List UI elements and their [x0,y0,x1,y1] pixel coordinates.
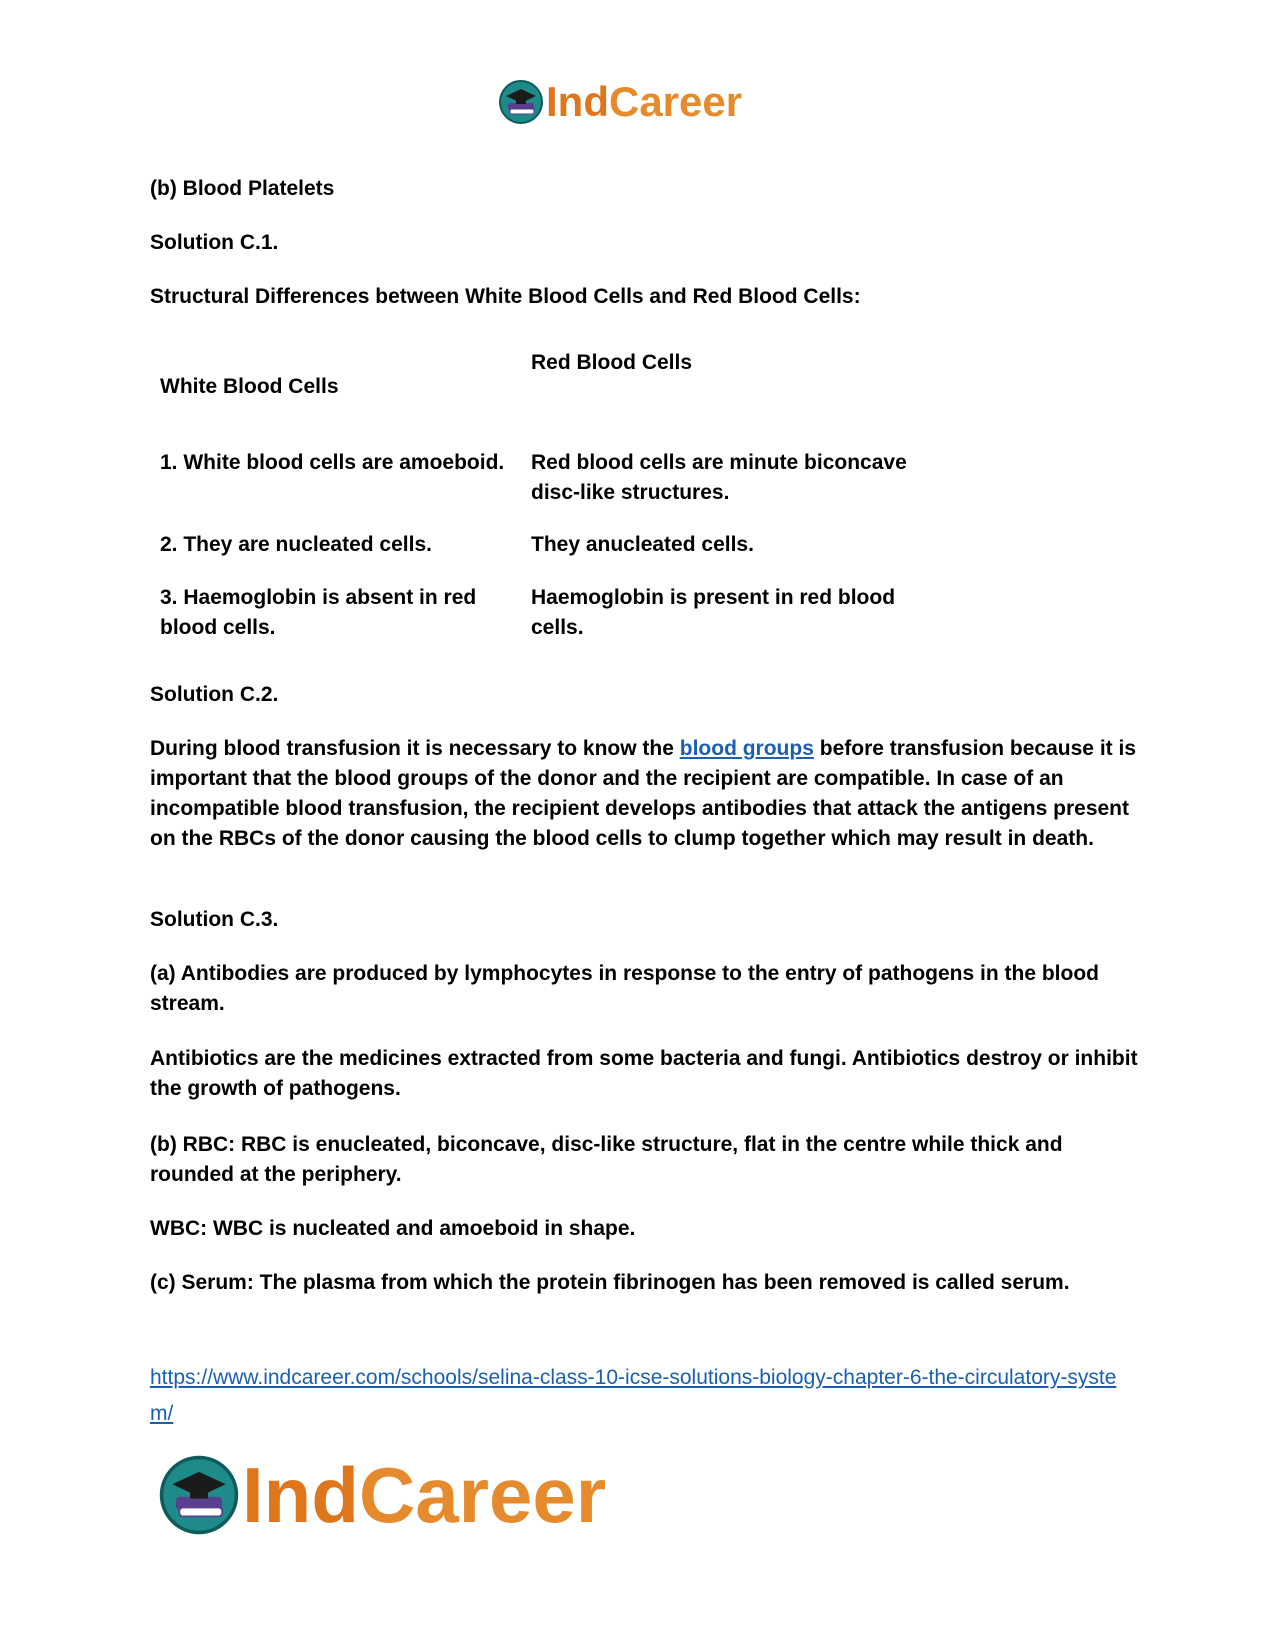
c2-text-after: before transfusion because it is important that the blood groups of the donor and the recipient are compatible. In case of an incompatible blood transfusion, the recipient develops antibodies that attack the antigens present on the RBCs of the donor causing the blood cells to clump together which may result in death. [150,737,1136,850]
graduation-cap-book-icon [158,1454,240,1536]
c3-b-paragraph: (b) RBC: RBC is enucleated, biconcave, disc-like structure, flat in the centre while thick and rounded at the periphery. [150,1133,1063,1186]
c2-text-before: During blood transfusion it is necessary to know the [150,737,680,760]
table-cell: 2. They are nucleated cells. [160,533,432,556]
c3-a-paragraph: (a) Antibodies are produced by lymphocytes in response to the entry of pathogens in the blood stream. [150,962,1099,1015]
c2-paragraph [150,734,1140,854]
footer-logo [158,1450,606,1540]
table-header-rbc: Red Blood Cells [531,351,693,374]
table-cell: 1. White blood cells are amoeboid. [160,451,505,474]
heading-blood-platelets: (b) Blood Platelets [150,177,335,200]
source-url-link[interactable]: https://www.indcareer.com/schools/selina-class-10-icse-solutions-biology-chapter-6-the-circulatory-system/ [150,1366,1117,1425]
c3-c-paragraph: (c) Serum: The plasma from which the protein fibrinogen has been removed is called serum. [150,1271,1070,1294]
solution-c2-heading: Solution C.2. [150,683,279,706]
logo-text-career: Career [358,1451,607,1539]
table-cell: Haemoglobin is present in red blood cells. [531,586,896,639]
table-header-wbc: White Blood Cells [160,375,339,398]
graduation-cap-book-icon [498,79,544,125]
c3-wbc-paragraph: WBC: WBC is nucleated and amoeboid in shape. [150,1217,636,1240]
table-cell: Red blood cells are minute biconcave disc-like structures. [531,451,907,504]
solution-c3-heading: Solution C.3. [150,908,279,931]
logo-text-ind: Ind [242,1451,359,1539]
solution-c1-heading: Solution C.1. [150,231,279,254]
logo-text-career: Career [608,78,743,125]
table-cell: 3. Haemoglobin is absent in red blood cells. [160,586,477,639]
c3-antibiotics-paragraph: Antibiotics are the medicines extracted from some bacteria and fungi. Antibiotics destroy or inhibit the growth of pathogens. [150,1047,1138,1100]
logo-text-ind: Ind [546,78,609,125]
table-cell: They anucleated cells. [531,533,754,556]
blood-groups-link[interactable]: blood groups [679,737,814,760]
header-logo [498,78,742,126]
structural-differences-title: Structural Differences between White Blood Cells and Red Blood Cells: [150,285,861,308]
